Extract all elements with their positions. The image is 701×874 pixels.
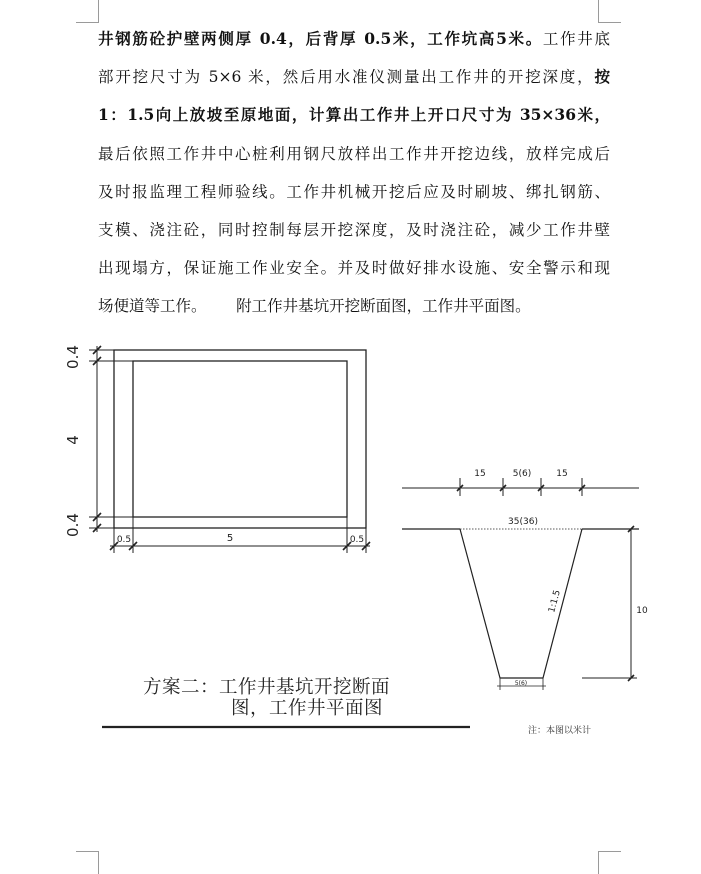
inner-wall [133, 361, 347, 517]
dim-label-top: 0.4 [64, 345, 82, 369]
text-line: 支模、浇注砼，同时控制每层开挖深度，及时浇注砼，减少工作井壁 [98, 221, 610, 240]
dim-label-center: 5 [226, 533, 234, 544]
dim-label-left: 0.5 [116, 535, 132, 545]
outer-wall [114, 350, 366, 528]
unit-note: 注：本图以米计 [528, 726, 592, 736]
section-label-depth: 10 [636, 606, 648, 616]
plan-view [89, 346, 370, 553]
bold-text: 按 [594, 67, 610, 87]
text-line: 场便道等工作。 附工作井基坑开挖断面图，工作井平面图。 [98, 297, 531, 316]
text-line: 1：1.5向上放坡至原地面，计算出工作井上开口尺寸为 35×36米， [98, 105, 610, 125]
text-line: 及时报监理工程师验线。工作井机械开挖后应及时刷坡、绑扎钢筋、 [98, 182, 610, 201]
section-label-top-right: 15 [556, 469, 568, 479]
text-span: 工作井底 [542, 30, 610, 48]
text-span: 部开挖尺寸为 5×6 米，然后用水准仪测量出工作井的开挖深度， [98, 68, 595, 87]
section-label-bottom-width: 5(6) [514, 680, 528, 687]
section-label-top-width: 35(36) [508, 517, 538, 527]
bold-text: 井钢筋砼护壁两侧厚 0.4，后背厚 0.5米，工作坑高5米。 [98, 29, 543, 48]
section-label-top-left: 15 [474, 469, 486, 479]
dim-label-middle: 4 [64, 435, 82, 445]
pit-profile [460, 529, 582, 678]
dim-label-bottom: 0.4 [64, 513, 82, 537]
text-line: 出现塌方，保证施工作业安全。并及时做好排水设施、安全警示和现 [98, 259, 610, 278]
section-label-top-center: 5(6) [512, 469, 532, 479]
section-label-slope: 1:1.5 [547, 589, 563, 614]
caption-line-2: 图，工作井平面图 [231, 698, 384, 719]
text-line: 最后依照工作井中心桩利用钢尺放样出工作井开挖边线，放样完成后 [98, 144, 610, 163]
figure-caption [143, 677, 390, 719]
caption-line-1: 方案二：工作井基坑开挖断面 [143, 677, 391, 698]
dim-label-right: 0.5 [349, 535, 365, 545]
section-view [402, 478, 639, 690]
